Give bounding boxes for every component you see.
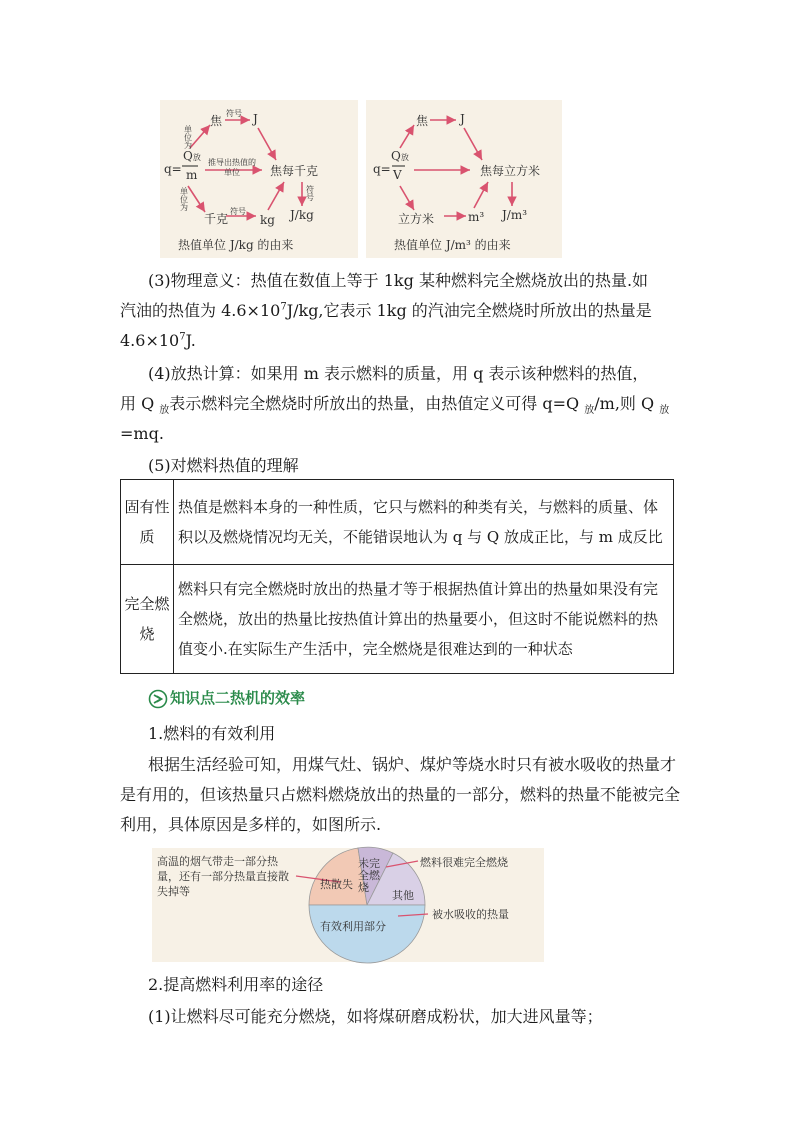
- left-edge-fuhao-bottom: 符号: [230, 207, 246, 216]
- para4-sub2: 放: [584, 405, 595, 417]
- table-key-guyou: 固有性质: [121, 480, 174, 565]
- left-edge-danweiwei-top: 单位为: [184, 125, 192, 150]
- right-formula-sub: 放: [400, 153, 409, 162]
- para4-line3: =mq.: [120, 424, 164, 443]
- section-heading: 知识点二热机的效率: [170, 689, 306, 707]
- right-node-J: J: [460, 112, 465, 126]
- left-formula-num: Q: [183, 149, 193, 163]
- right-node-lifangmi: 立方米: [398, 212, 435, 226]
- para3-line2b: J/kg,它表示 1kg 的汽油完全燃烧时所放出的热量是: [286, 301, 652, 320]
- pie-note-right-bottom: 被水吸收的热量: [432, 908, 509, 921]
- pie-slice-youxiao: [309, 905, 425, 963]
- pie-label-weiwanquan: 未完全燃烧: [358, 857, 380, 894]
- right-node-jiao: 焦: [416, 114, 429, 128]
- right-formula-q: q=: [373, 162, 391, 176]
- para4-line2b: 表示燃料完全燃烧时所放出的热量，由热值定义可得 q=Q: [169, 394, 585, 413]
- item2-title: 2.提高燃料利用率的途径: [148, 975, 324, 994]
- para3-line2a: 汽油的热值为 4.6×10: [120, 301, 281, 320]
- left-formula-sub: 放: [192, 153, 201, 162]
- table-key-wanquan: 完全燃烧: [121, 565, 174, 674]
- para3-line2-exp: 7: [280, 301, 287, 313]
- para4-line2a: 用 Q: [120, 394, 160, 413]
- right-node-jiaomeilifangmi: 焦每立方米: [480, 164, 541, 178]
- item1-body: 根据生活经验可知，用煤气灶、锅炉、煤炉等烧水时只有被水吸收的热量才是有用的，但该热量只占燃料燃烧放出的热量的一部分，燃料的热量不能被完全利用，具体原因是多样的，如图所示.: [120, 755, 681, 834]
- left-node-qianke: 千克: [204, 212, 229, 226]
- para5-title: (5)对燃料热值的理解: [148, 456, 299, 475]
- right-diagram-caption: 热值单位 J/m³ 的由来: [394, 238, 511, 252]
- left-formula-q: q=: [164, 162, 182, 176]
- left-node-jiao: 焦: [210, 114, 223, 128]
- left-node-Jkg: J/kg: [290, 208, 314, 222]
- para4-line2c: /m,则 Q: [594, 394, 660, 413]
- pie-note-right-top: 燃料很难完全燃烧: [420, 856, 508, 869]
- left-node-kg: kg: [260, 213, 275, 227]
- table-value-guyou: 热值是燃料本身的一种性质，它只与燃料的种类有关，与燃料的质量、体积以及燃烧情况均无关，不能错误地认为 q 与 Q 放成正比，与 m 成反比: [174, 480, 674, 565]
- para3-line3a: 4.6×10: [120, 331, 180, 350]
- right-formula-num: Q: [391, 149, 401, 163]
- para4-sub1: 放: [159, 405, 170, 417]
- para3-line3-exp: 7: [179, 331, 186, 343]
- para3-line1: (3)物理意义：热值在数值上等于 1kg 某种燃料完全燃烧放出的热量.如: [148, 271, 649, 290]
- right-formula-den: V: [393, 168, 402, 182]
- pie-note-left: 高温的烟气带走一部分热量，还有一部分热量直接散失掉等: [157, 855, 289, 898]
- item2-body: (1)让燃料尽可能充分燃烧，如将煤研磨成粉状，加大进风量等；: [148, 1007, 603, 1026]
- left-node-J: J: [253, 112, 258, 126]
- para4-line1: (4)放热计算：如果用 m 表示燃料的质量，用 q 表示该种燃料的热值，: [148, 364, 649, 383]
- left-diagram-caption: 热值单位 J/kg 的由来: [178, 238, 294, 252]
- left-edge-fuhao-top: 符号: [226, 109, 242, 118]
- para4-sub3: 放: [659, 405, 670, 417]
- para3-line3b: J.: [185, 331, 196, 350]
- pie-label-qita: 其他: [392, 889, 414, 902]
- right-node-m3: m³: [468, 210, 485, 224]
- pie-label-youxiao: 有效利用部分: [320, 920, 386, 933]
- left-edge-tuidao: 推导出热值的单位: [208, 158, 256, 177]
- left-edge-fuhao-right: 符号: [306, 185, 314, 202]
- right-node-Jm3: J/m³: [502, 208, 528, 222]
- left-edge-danweiwei-bottom: 单位为: [180, 187, 188, 212]
- left-node-jiaomeiqianke: 焦每千克: [270, 164, 319, 178]
- item1-title: 1.燃料的有效利用: [148, 724, 276, 743]
- pie-label-rese: 热散失: [320, 878, 353, 891]
- left-formula-den: m: [186, 168, 198, 182]
- table-value-wanquan: 燃料只有完全燃烧时放出的热量才等于根据热值计算出的热量如果没有完全燃烧，放出的热量比按热值计算出的热量要小，但这时不能说燃料的热值变小.在实际生产生活中，完全燃烧是很难达到的一种状态: [174, 565, 674, 674]
